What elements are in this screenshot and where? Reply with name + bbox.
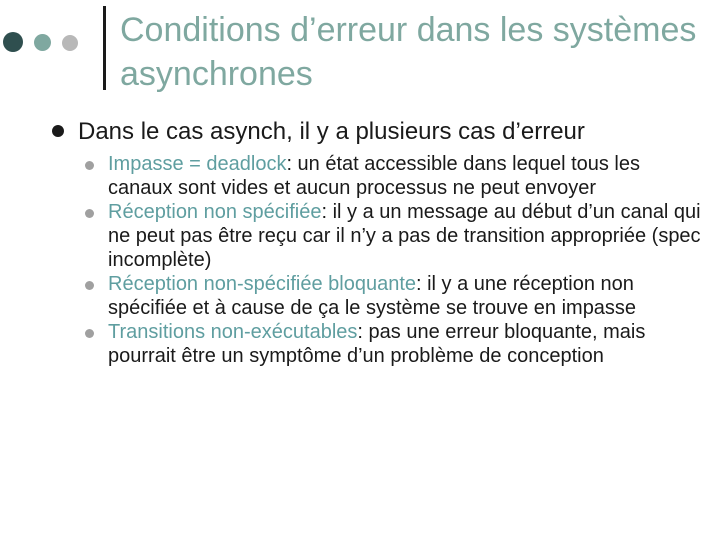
slide-title: Conditions d’erreur dans les systèmes asynchrones [120, 11, 697, 93]
sub-bullet-icon [85, 161, 94, 170]
sub-bullet-icon [85, 329, 94, 338]
definition-impasse: : un état accessible dans lequel tous les canaux sont vides et aucun processus ne peut envoyer [108, 153, 640, 199]
decorative-dot-teal [34, 34, 51, 51]
sub-bullet-item-reception-non-specifiee [108, 200, 708, 272]
sub-bullet-icon [85, 281, 94, 290]
term-reception-bloquante: Réception non-spécifiée bloquante [108, 273, 416, 295]
decorative-dot-dark [3, 32, 23, 52]
bullet-icon [52, 125, 64, 137]
term-impasse: Impasse = deadlock [108, 153, 287, 175]
term-reception-non-specifiee: Réception non spécifiée [108, 201, 322, 223]
sub-bullet-item-reception-bloquante [108, 272, 708, 320]
definition-reception-bloquante: : il y a une réception non spécifiée et à cause de ça le système se trouve en impasse [108, 273, 637, 319]
title-divider [103, 6, 106, 90]
definition-transitions: : pas une erreur bloquante, mais pourrait être un symptôme d’un problème de conception [108, 321, 646, 367]
sub-bullet-list [108, 152, 708, 368]
term-transitions: Transitions non-exécutables [108, 321, 358, 343]
sub-bullet-item-transitions [108, 320, 708, 368]
sub-bullet-item-impasse [108, 152, 708, 200]
definition-reception-non-specifiee: : il y a un message au début d’un canal qui ne peut pas être reçu car il n’y a pas de transition appropriée (spec incomplète) [108, 201, 701, 271]
main-bullet-text: Dans le cas asynch, il y a plusieurs cas d’erreur [78, 118, 585, 145]
sub-bullet-icon [85, 209, 94, 218]
decorative-dot-gray [62, 35, 78, 51]
